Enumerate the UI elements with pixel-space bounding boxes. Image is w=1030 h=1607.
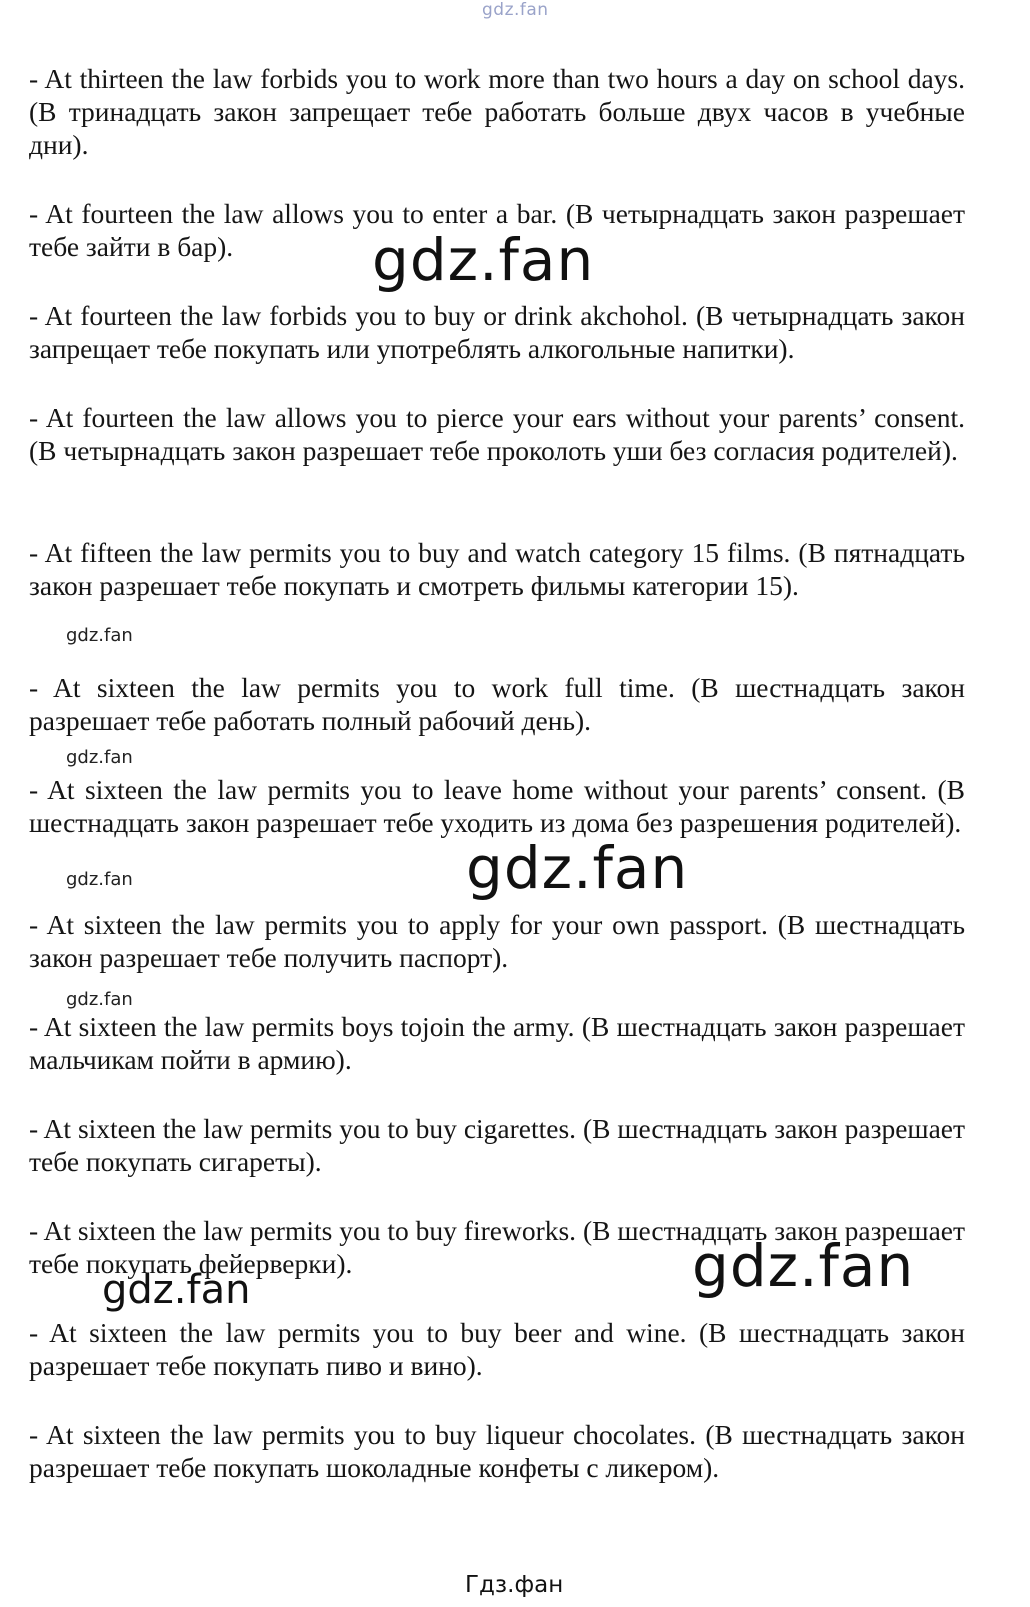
paragraph-4: - At fourteen the law allows you to pierce your ears without your parents’ consent. (В четырнадцать закон разрешает тебе проколоть уши без согласия родителей). bbox=[29, 402, 965, 466]
paragraph-7: - At sixteen the law permits you to leave home without your parents’ consent. (В шестнадцать закон разрешает тебе уходить из дома без разрешения родителей). bbox=[29, 774, 965, 838]
paragraph-3: - At fourteen the law forbids you to buy or drink akchohol. (В четырнадцать закон запрещает тебе покупать или употреблять алкогольные напитки). bbox=[29, 300, 965, 364]
paragraph-9: - At sixteen the law permits boys tojoin the army. (В шестнадцать закон разрешает мальчикам пойти в армию). bbox=[29, 1011, 965, 1075]
paragraph-11: - At sixteen the law permits you to buy fireworks. (В шестнадцать закон разрешает тебе покупать фейерверки). bbox=[29, 1215, 965, 1279]
watermark-small-3: gdz.fan bbox=[66, 869, 133, 890]
paragraph-2: - At fourteen the law allows you to enter a bar. (В четырнадцать закон разрешает тебе зайти в бар). bbox=[29, 198, 965, 262]
paragraph-10: - At sixteen the law permits you to buy cigarettes. (В шестнадцать закон разрешает тебе покупать сигареты). bbox=[29, 1113, 965, 1177]
watermark-large-2: gdz.fan bbox=[466, 834, 689, 902]
paragraph-8: - At sixteen the law permits you to apply for your own passport. (В шестнадцать закон разрешает тебе получить паспорт). bbox=[29, 909, 965, 973]
watermark-small-2: gdz.fan bbox=[66, 747, 133, 768]
paragraph-5: - At fifteen the law permits you to buy and watch category 15 films. (В пятнадцать закон разрешает тебе покупать и смотреть фильмы категории 15). bbox=[29, 537, 965, 601]
paragraph-6: - At sixteen the law permits you to work full time. (В шестнадцать закон разрешает тебе работать полный рабочий день). bbox=[29, 672, 965, 736]
paragraph-12: - At sixteen the law permits you to buy beer and wine. (В шестнадцать закон разрешает тебе покупать пиво и вино). bbox=[29, 1317, 965, 1381]
page-footer: Гдз.фан bbox=[465, 1572, 564, 1598]
watermark-small-4: gdz.fan bbox=[66, 989, 133, 1010]
watermark-small-1: gdz.fan bbox=[66, 625, 133, 646]
watermark-large-3: gdz.fan bbox=[692, 1232, 915, 1300]
watermark-large-1: gdz.fan bbox=[372, 226, 595, 294]
watermark-top: gdz.fan bbox=[482, 0, 549, 20]
paragraph-1: - At thirteen the law forbids you to work more than two hours a day on school days. (В тринадцать закон запрещает тебе работать больше двух часов в учебные дни). bbox=[29, 63, 965, 160]
paragraph-13: - At sixteen the law permits you to buy liqueur chocolates. (В шестнадцать закон разрешает тебе покупать шоколадные конфеты с ликером). bbox=[29, 1419, 965, 1483]
watermark-medium-1: gdz.fan bbox=[102, 1267, 251, 1313]
